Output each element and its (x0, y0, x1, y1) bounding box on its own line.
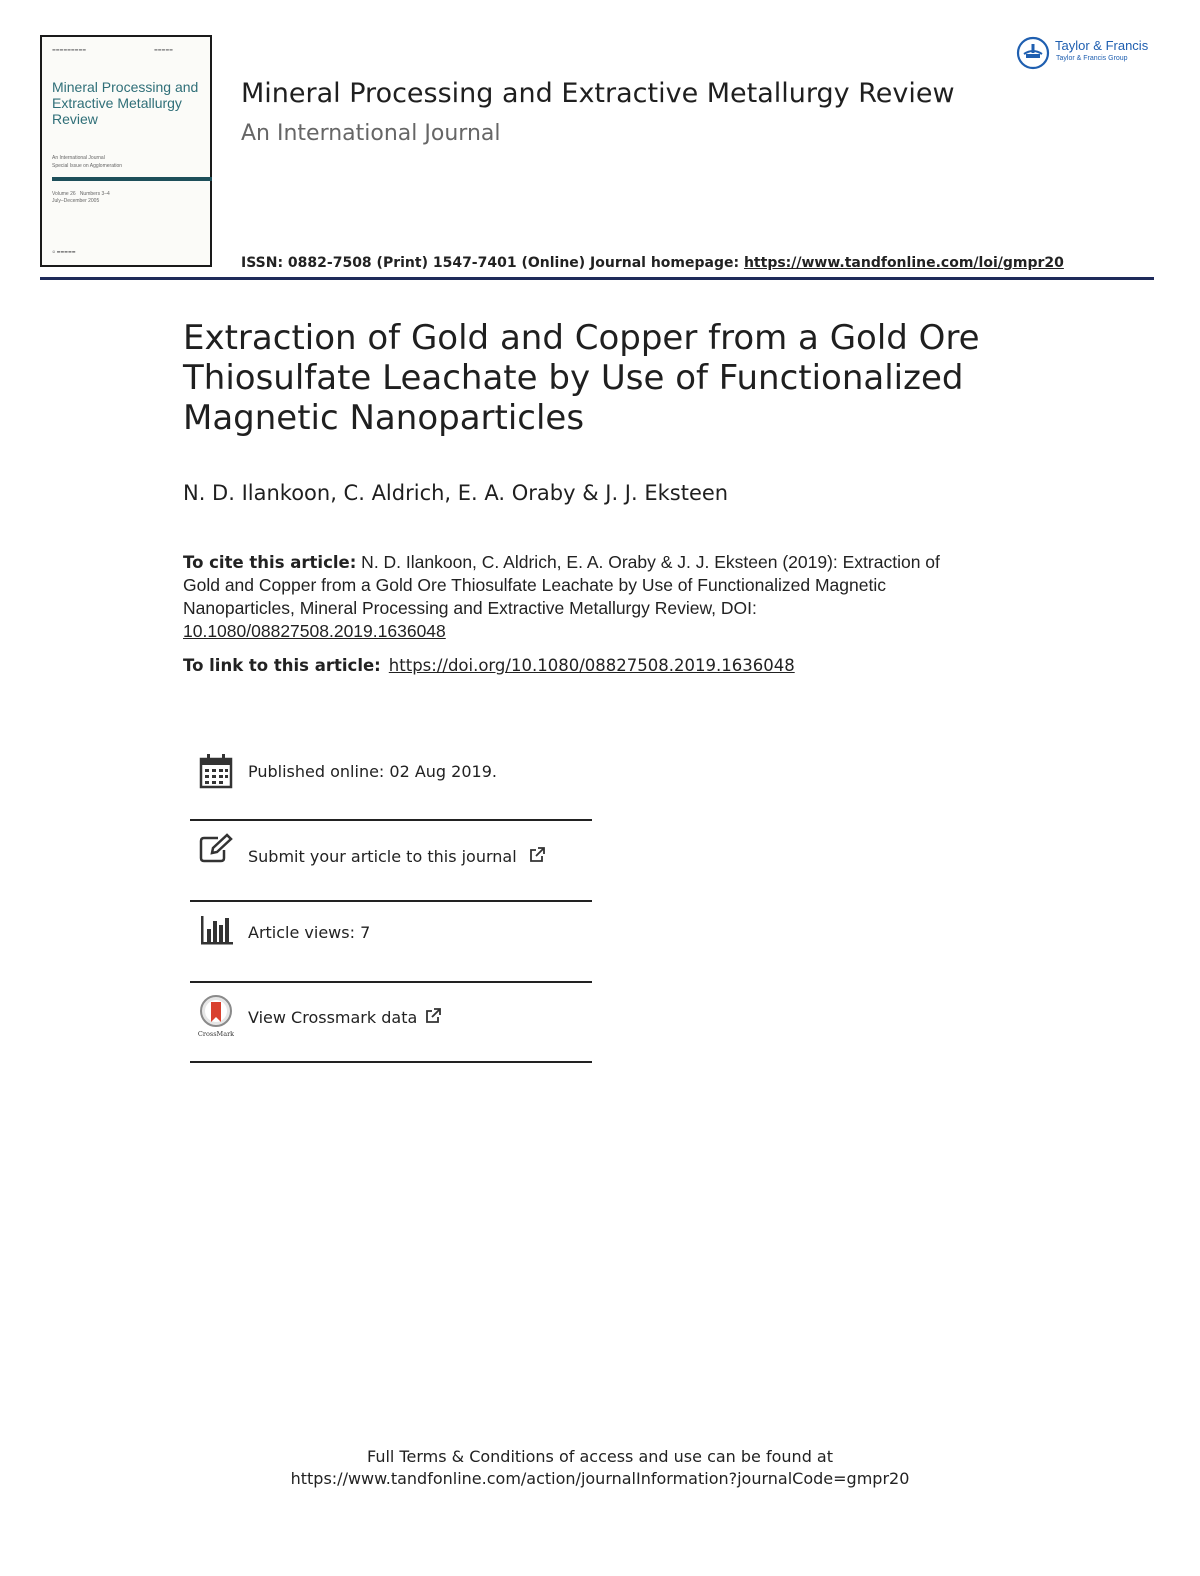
cover-volume (52, 191, 110, 197)
cover-top-line-left: ▬▬▬▬▬▬▬▬▬ (52, 47, 87, 52)
article-link-block (183, 656, 795, 675)
edit-pencil-icon (198, 832, 234, 872)
bar-chart-icon (198, 913, 234, 953)
footer-terms-url[interactable]: https://www.tandfonline.com/action/journalInformation?journalCode=gmpr20 (290, 1469, 910, 1488)
footer-terms-line: Full Terms & Conditions of access and use can be found at (366, 1447, 834, 1466)
published-online-text: Published online: 02 Aug 2019. (248, 762, 497, 781)
journal-homepage-link[interactable]: https://www.tandfonline.com/loi/gmpr20 (743, 255, 1064, 271)
publisher-group: Taylor & Francis Group (1056, 55, 1128, 62)
publisher-name: Taylor & Francis (1055, 38, 1149, 53)
external-link-icon (528, 846, 546, 864)
info-divider (190, 981, 592, 983)
journal-title: Mineral Processing and Extractive Metallurgy Review (241, 78, 955, 109)
cover-subtitle: An International Journal (52, 155, 105, 161)
journal-cover-thumbnail (40, 35, 212, 267)
calendar-icon (198, 752, 234, 792)
cover-top-line-right: ▬▬▬▬▬ (154, 47, 173, 52)
cover-issue-note: Special Issue on Agglomeration (52, 163, 123, 169)
cover-divider (52, 177, 212, 181)
cover-dates: July–December 2005 (52, 198, 100, 204)
article-title: Extraction of Gold and Copper from a Gold Ore Thiosulfate Leachate by Use of Functionalized Magnetic Nanoparticles (183, 318, 980, 438)
citation-label: To cite this article: (183, 553, 357, 572)
info-divider (190, 819, 592, 821)
article-doi-url[interactable]: https://doi.org/10.1080/08827508.2019.1636048 (388, 656, 795, 675)
cover-publisher-logo: ⊜ ▬▬▬▬▬ (52, 249, 76, 254)
article-authors: N. D. Ilankoon, C. Aldrich, E. A. Oraby & J. J. Eksteen (183, 481, 729, 505)
cover-volume-label: Volume 26 (52, 191, 76, 197)
crossmark-label: View Crossmark data (248, 1008, 418, 1027)
article-views-text: Article views: 7 (248, 923, 371, 942)
external-link-icon (424, 1007, 442, 1025)
submit-article-label: Submit your article to this journal (248, 847, 517, 866)
citation-doi-link[interactable]: 10.1080/08827508.2019.1636048 (183, 621, 446, 641)
info-divider (190, 900, 592, 902)
cover-numbers: Numbers 3–4 (79, 191, 110, 197)
journal-subtitle: An International Journal (241, 121, 501, 146)
crossmark-logo-text: CrossMark (198, 1030, 234, 1038)
crossmark-text[interactable] (248, 1007, 442, 1027)
issn-text: ISSN: 0882-7508 (Print) 1547-7401 (Online) Journal homepage: (241, 255, 744, 271)
taylor-francis-logo-icon (1015, 34, 1055, 72)
header-divider (40, 277, 1154, 280)
submit-article-text[interactable] (248, 846, 546, 866)
citation-block (183, 551, 973, 643)
cover-title: Mineral Processing and Extractive Metallurgy Review (52, 79, 199, 127)
issn-line (241, 255, 1064, 271)
info-divider (190, 1061, 592, 1063)
crossmark-logo-icon (198, 994, 234, 1038)
footer-terms (0, 1446, 1200, 1490)
article-link-label: To link to this article: (183, 656, 381, 675)
citation-text: N. D. Ilankoon, C. Aldrich, E. A. Oraby & J. J. Eksteen (2019): Extraction of Gold and Copper from a Gold Ore Thiosulfate Leachate by Use of Functionalized Magnetic Nanoparticles, Mineral Processing and Extractive Metallurgy Review, DOI: (183, 552, 940, 618)
